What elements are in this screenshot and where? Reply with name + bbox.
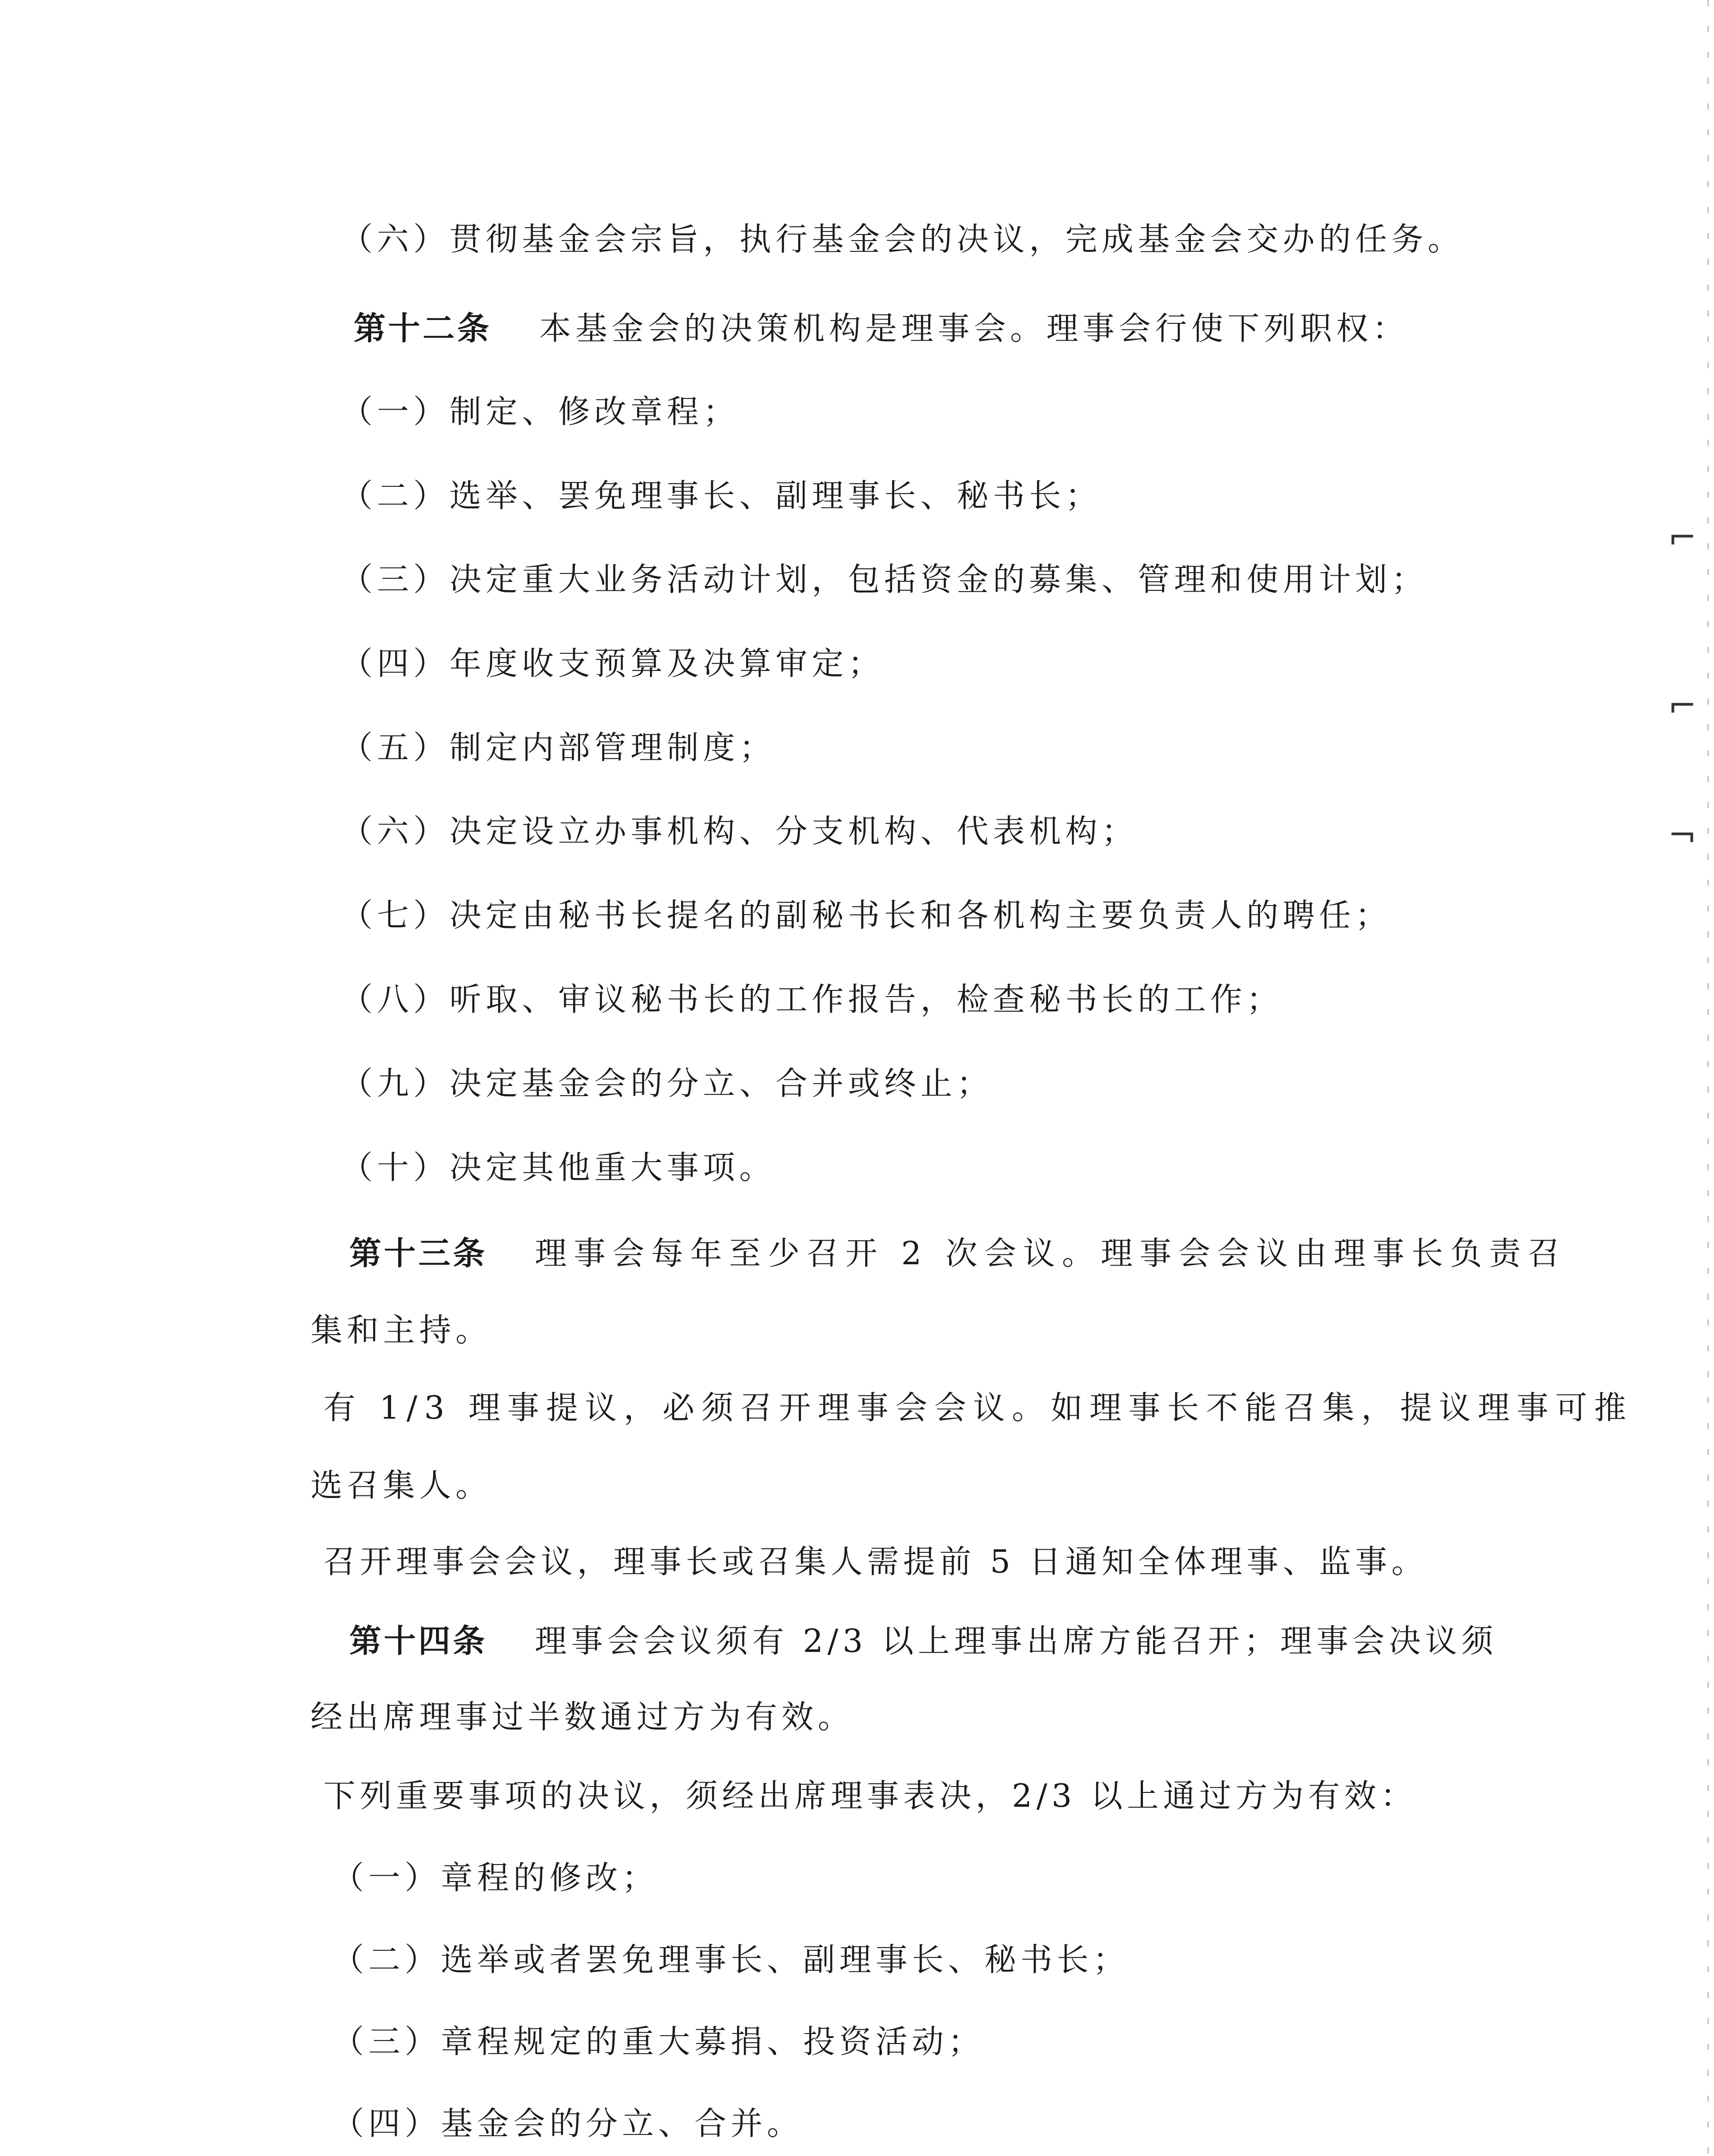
article-paragraph xyxy=(349,1232,1566,1275)
paragraph-line: 集和主持。 xyxy=(311,1312,492,1349)
paragraph-text: 理事会每年至少召开 2 次会议。理事会会议由理事长负责召 xyxy=(535,1235,1567,1272)
paragraph-text: 理事会会议须有 2/3 以上理事出席方能召开；理事会决议须 xyxy=(535,1623,1498,1660)
list-item: （一）制定、修改章程； xyxy=(341,393,739,430)
paragraph-line: （六）贯彻基金会宗旨，执行基金会的决议，完成基金会交办的任务。 xyxy=(341,221,1464,258)
article-heading: 第十三条 xyxy=(349,1235,487,1272)
scan-artifact: ⌐ xyxy=(1667,686,1697,726)
scan-artifact: ⌐ xyxy=(1667,517,1697,558)
list-item: （四）年度收支预算及决算审定； xyxy=(341,645,884,682)
list-item: （三）章程规定的重大募捐、投资活动； xyxy=(332,2023,984,2060)
list-item: （六）决定设立办事机构、分支机构、代表机构； xyxy=(341,813,1138,850)
article-paragraph xyxy=(349,1620,1497,1663)
paragraph-line: 经出席理事过半数通过方为有效。 xyxy=(311,1698,854,1736)
list-item: （十）决定其他重大事项。 xyxy=(341,1149,775,1186)
list-item: （二）选举或者罢免理事长、副理事长、秘书长； xyxy=(332,1941,1129,1978)
paragraph-line: 下列重要事项的决议，须经出席理事表决，2/3 以上通过方为有效： xyxy=(323,1777,1417,1814)
paragraph-line: 召开理事会会议，理事长或召集人需提前 5 日通知全体理事、监事。 xyxy=(323,1543,1428,1580)
scan-artifact: ¬ xyxy=(1667,815,1697,855)
list-item: （七）决定由秘书长提名的副秘书长和各机构主要负责人的聘任； xyxy=(341,897,1391,934)
article-paragraph xyxy=(354,307,1409,350)
list-item: （三）决定重大业务活动计划，包括资金的募集、管理和使用计划； xyxy=(341,561,1428,598)
list-item: （四）基金会的分立、合并。 xyxy=(332,2105,803,2142)
paragraph-line: 选召集人。 xyxy=(311,1467,492,1504)
article-heading: 第十四条 xyxy=(349,1623,487,1660)
list-item: （二）选举、罢免理事长、副理事长、秘书长； xyxy=(341,477,1102,514)
paragraph-line: 有 1/3 理事提议，必须召开理事会会议。如理事长不能召集，提议理事可推 xyxy=(323,1389,1633,1426)
paragraph-text: 本基金会的决策机构是理事会。理事会行使下列职权： xyxy=(539,310,1409,347)
list-item: （九）决定基金会的分立、合并或终止； xyxy=(341,1065,993,1102)
scan-edge-dashes xyxy=(1708,0,1709,2156)
article-heading: 第十二条 xyxy=(354,310,492,347)
list-item: （五）制定内部管理制度； xyxy=(341,729,775,766)
list-item: （八）听取、审议秘书长的工作报告，检查秘书长的工作； xyxy=(341,981,1283,1018)
list-item: （一）章程的修改； xyxy=(332,1859,658,1896)
